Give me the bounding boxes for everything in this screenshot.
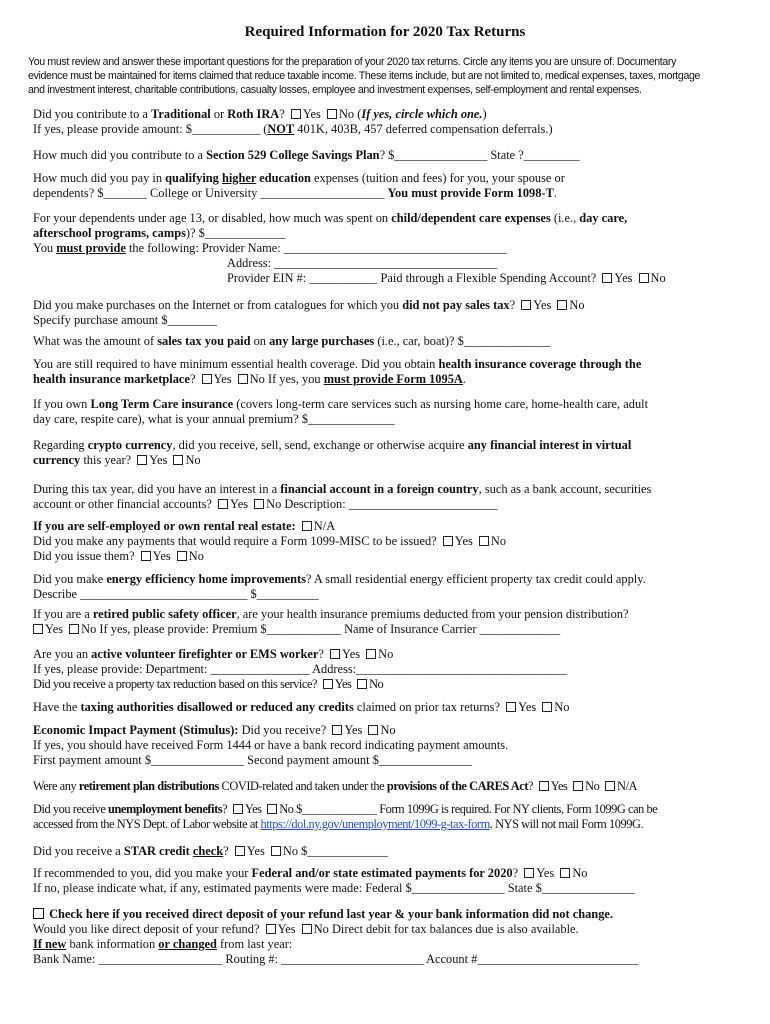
nys-dol-1099g-link[interactable]: https://dol.ny.gov/unemployment/1099-g-tax-form [260,817,490,831]
health-no-checkbox[interactable] [238,374,248,384]
health-coverage-question: You are still required to have minimum essential health coverage. Did you obtain health insurance coverage through the health insurance marketplace? Yes No If yes, you must provide Form 1095A. [33,357,642,386]
volunteer-yes-checkbox[interactable] [330,649,340,659]
foreign-yes-checkbox[interactable] [218,499,228,509]
unemployment-no-checkbox[interactable] [267,804,277,814]
intro-paragraph [28,55,744,97]
fsa-yes-checkbox[interactable] [602,273,612,283]
unemployment-question: Did you receive unemployment benefits? Yes No $_____________ Form 1099G is required. For NY clients, Form 1099G can be accessed from the NYS Dept. of Labor website at https://dol.ny.gov/unemployment/1099-g-tax-form. NYS will not mail Form 1099G. [33,802,658,831]
direct-deposit-section: Check here if you received direct deposit of your refund last year & your bank information did not change. Would you like direct deposit of your refund? Yes No Direct debit for tax balances due is also available. If new bank information or changed from last year: Bank Name: ____________________ Routing #: _______________________ Account #__________________________ [33,907,743,967]
section-529-question: How much did you contribute to a Section 529 College Savings Plan? $_______________ State ?_________ [33,148,580,162]
page-title: Required Information for 2020 Tax Returns [244,24,526,40]
large-purchase-sales-tax-question: What was the amount of sales tax you paid on any large purchases (i.e., car, boat)? $______________ [33,334,551,348]
1099-misc-yes-checkbox[interactable] [443,536,453,546]
direct-deposit-yes-checkbox[interactable] [266,924,276,934]
1099-misc-no-checkbox[interactable] [479,536,489,546]
ira-question: Did you contribute to a Traditional or Roth IRA? Yes No (If yes, circle which one.) If yes, please provide amount: $___________ (NOT 401K, 403B, 457 deferred compensation deferrals.) [33,107,553,136]
sales-tax-no-checkbox[interactable] [557,300,567,310]
bank-info-unchanged-checkbox[interactable] [33,908,44,919]
crypto-no-checkbox[interactable] [173,455,183,465]
bank-details-line: Bank Name: ____________________ Routing #: _______________________ Account #__________________________ [33,952,639,966]
cares-act-question: Were any retirement plan distributions COVID-related and taken under the provisions of the CARES Act? Yes No N/A [33,779,637,793]
long-term-care-question: If you own Long Term Care insurance (covers long-term care services such as nursing home care, home-health care, adult day care, respite care), what is your annual premium? $______________ [33,397,649,426]
intro-line: and investment interest, charitable contributions, casualty losses, employee and investment expenses, self-employment and rental expenses. [28,84,642,96]
foreign-account-question: During this tax year, did you have an interest in a financial account in a foreign country, such as a bank account, securities account or other financial accounts? Yes No Description: ________________________ [33,482,652,511]
child-care-question: For your dependents under age 13, or disabled, how much was spent on child/dependent care expenses (i.e., day care, afterschool programs, camps)? $_____________ You must provide the following: Provider Name: ____________________________________ Address: ____________________________________ Provider EIN #: ___________ Paid through a Flexible Spending Account? Yes No [33,211,666,285]
estimated-payments-question: If recommended to you, did you make your Federal and/or state estimated payments for 2020? Yes No If no, please indicate what, if any, estimated payments were made: Federal $_______________ State $_______________ [33,866,635,895]
safety-no-checkbox[interactable] [69,624,79,634]
self-employed-na-checkbox[interactable] [302,521,312,531]
issued-no-checkbox[interactable] [177,551,187,561]
disallowed-yes-checkbox[interactable] [506,702,516,712]
stimulus-no-checkbox[interactable] [368,725,378,735]
ira-no-checkbox[interactable] [327,109,337,119]
property-tax-yes-checkbox[interactable] [323,679,333,689]
direct-deposit-no-checkbox[interactable] [302,924,312,934]
unemployment-yes-checkbox[interactable] [233,804,243,814]
property-tax-no-checkbox[interactable] [357,679,367,689]
cares-no-checkbox[interactable] [573,781,583,791]
health-yes-checkbox[interactable] [202,374,212,384]
star-no-checkbox[interactable] [271,846,281,856]
public-safety-officer-question: If you are a retired public safety officer, are your health insurance premiums deducted from your pension distribution? Yes No If yes, please provide: Premium $____________ Name of Insurance Carrier _____________ [33,607,629,636]
ira-yes-checkbox[interactable] [291,109,301,119]
estimated-yes-checkbox[interactable] [524,868,534,878]
volunteer-no-checkbox[interactable] [366,649,376,659]
crypto-question: Regarding crypto currency, did you receive, sell, send, exchange or otherwise acquire any financial interest in virtual currency this year? Yes No [33,438,632,467]
safety-yes-checkbox[interactable] [33,624,43,634]
cares-yes-checkbox[interactable] [539,781,549,791]
intro-line: You must review and answer these important questions for the preparation of your 2020 tax returns. Circle any items you are unsure of. Documentary [28,56,677,68]
volunteer-question: Are you an active volunteer firefighter or EMS worker? Yes No If yes, please provide: Department: ________________ Address:__________________________________ Did you receive a property tax reduction based on this service? Yes No [33,647,567,691]
star-credit-question: Did you receive a STAR credit check? Yes No $_____________ [33,844,388,858]
higher-education-question: How much did you pay in qualifying higher education expenses (tuition and fees) for you, your spouse or dependents? $_______ College or University ____________________ You must provide Form 1098-T. [33,171,565,200]
cares-na-checkbox[interactable] [605,781,615,791]
self-employed-question: If you are self-employed or own rental real estate: N/A Did you make any payments that would require a Form 1099-MISC to be issued? Yes No Did you issue them? Yes No [33,519,507,563]
star-yes-checkbox[interactable] [235,846,245,856]
disallowed-credits-question: Have the taxing authorities disallowed or reduced any credits claimed on prior tax returns? Yes No [33,700,570,714]
sales-tax-yes-checkbox[interactable] [521,300,531,310]
sales-tax-question: Did you make purchases on the Internet or from catalogues for which you did not pay sales tax? Yes No Specify purchase amount $________ [33,298,585,327]
disallowed-no-checkbox[interactable] [542,702,552,712]
intro-line: evidence must be maintained for items claimed that reduce taxable income. These items include, but are not limited to, medical expenses, taxes, mortgage [28,70,701,82]
crypto-yes-checkbox[interactable] [137,455,147,465]
energy-efficiency-question: Did you make energy efficiency home improvements? A small residential energy efficient property tax credit could apply. Describe ___________________________ $__________ [33,572,646,601]
stimulus-yes-checkbox[interactable] [332,725,342,735]
stimulus-question: Economic Impact Payment (Stimulus): Did you receive? Yes No If yes, you should have received Form 1444 or have a bank record indicating payment amounts. First payment amount $_______________ Second payment amount $_______________ [33,723,509,767]
foreign-no-checkbox[interactable] [254,499,264,509]
estimated-no-checkbox[interactable] [560,868,570,878]
issued-yes-checkbox[interactable] [141,551,151,561]
fsa-no-checkbox[interactable] [639,273,649,283]
